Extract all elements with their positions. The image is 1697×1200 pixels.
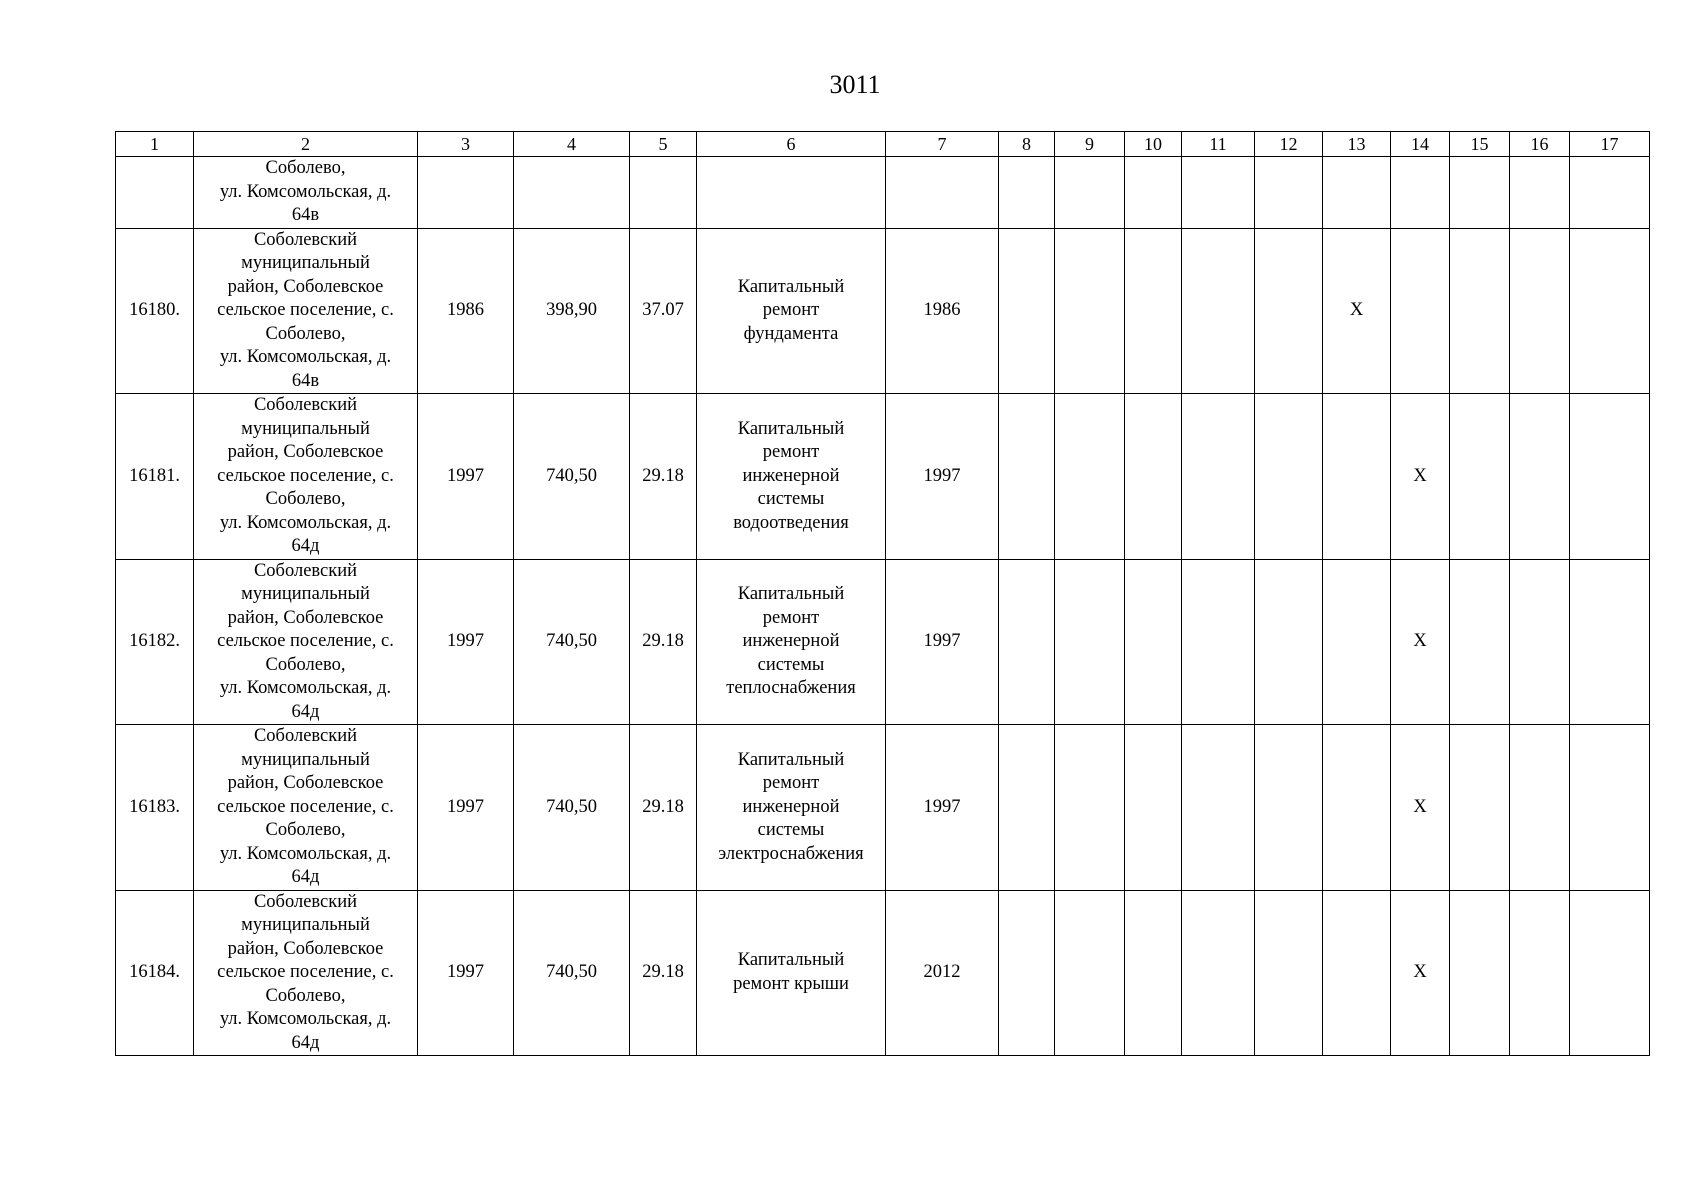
area-cell [514,228,630,394]
wear-cell [630,228,697,394]
wear-cell-text: 29.18 [642,631,684,651]
mark-cell-col-17 [1570,890,1650,1056]
table-row [116,890,1650,1056]
last-repair-year-cell [886,228,999,394]
mark-cell-col-14: X [1391,725,1450,891]
last-repair-year-cell [886,890,999,1056]
last-repair-year-cell-text: 1997 [923,465,961,486]
table-row [116,725,1650,891]
wear-cell [630,725,697,891]
build-year-cell [418,890,514,1056]
mark-cell-col-16 [1510,725,1570,891]
mark-cell-col-13 [1323,725,1391,891]
wear-cell-text: 29.18 [642,962,684,982]
mark-cell-col-12 [1255,228,1323,394]
mark-cell-col-10 [1125,725,1182,891]
mark-cell-col-9 [1055,725,1125,891]
area-cell-text: 740,50 [546,796,597,817]
mark-cell-col-8 [999,394,1055,560]
row-number-cell [116,725,194,891]
cell-col-8 [999,157,1055,229]
table-row [116,228,1650,394]
mark-cell-col-15 [1450,725,1510,891]
mark-cell-col-9 [1055,394,1125,560]
table-row [116,559,1650,725]
area-cell-text: 740,50 [546,631,597,651]
mark-cell-col-11 [1182,559,1255,725]
mark-cell-col-13 [1323,559,1391,725]
last-repair-year-cell [886,394,999,560]
mark-cell-col-14: X [1391,394,1450,560]
column-header-15: 15 [1450,132,1510,157]
mark-cell-col-12 [1255,890,1323,1056]
work-type-cell [697,890,886,1056]
work-type-cell-text: Капитальный ремонт крыши [733,950,849,994]
row-number-cell-text: 16182. [129,631,180,651]
wear-cell-text: 37.07 [642,300,684,320]
cell-col-12 [1255,157,1323,229]
address-cell-text: Соболевский муниципальный район, Соболевское сельское поселение, с. Соболево, ул. Комсомольская, д. 64в [217,229,394,391]
mark-cell-col-16 [1510,890,1570,1056]
mark-cell-col-8 [999,725,1055,891]
area-cell [514,559,630,725]
build-year-cell-text: 1986 [447,300,484,320]
column-header-12: 12 [1255,132,1323,157]
mark-cell-col-16 [1510,228,1570,394]
cell-col-14 [1391,157,1450,229]
column-header-16: 16 [1510,132,1570,157]
mark-cell-col-17 [1570,228,1650,394]
wear-cell-text: 29.18 [642,796,684,817]
mark-cell-col-17 [1570,725,1650,891]
column-header-6: 6 [697,132,886,157]
column-header-2: 2 [194,132,418,157]
cell-col-16 [1510,157,1570,229]
row-number-cell [116,890,194,1056]
mark-cell-col-9 [1055,890,1125,1056]
cell-col-4 [514,157,630,229]
mark-cell-col-12 [1255,394,1323,560]
address-cell-text: Соболевский муниципальный район, Соболевское сельское поселение, с. Соболево, ул. Комсомольская, д. 64д [217,395,394,556]
last-repair-year-cell [886,559,999,725]
row-number-cell-text: 16184. [129,962,180,982]
row-number-cell [116,394,194,560]
mark-cell-col-10 [1125,228,1182,394]
mark-cell-col-14: X [1391,890,1450,1056]
area-cell-text: 740,50 [546,962,597,982]
mark-cell-col-14 [1391,228,1450,394]
build-year-cell-text: 1997 [447,962,484,982]
cell-col-11 [1182,157,1255,229]
row-number-cell-text: 16183. [129,796,180,817]
build-year-cell [418,228,514,394]
wear-cell-text: 29.18 [642,465,684,486]
mark-cell-col-10 [1125,559,1182,725]
mark-cell-col-8 [999,559,1055,725]
cell-col-7 [886,157,999,229]
row-number-cell-text: 16181. [129,465,180,486]
work-type-cell-text: Капитальный ремонт инженерной системы теплоснабжения [726,584,856,698]
address-cell [194,890,418,1056]
work-type-cell [697,559,886,725]
address-cell-text: Соболевский муниципальный район, Соболевское сельское поселение, с. Соболево, ул. Комсомольская, д. 64д [217,891,394,1053]
mark-cell-col-9 [1055,559,1125,725]
row-number-cell [116,559,194,725]
build-year-cell [418,559,514,725]
address-cell-text: Соболевский муниципальный район, Соболевское сельское поселение, с. Соболево, ул. Комсомольская, д. 64д [217,726,394,887]
mark-cell-col-15 [1450,228,1510,394]
work-type-cell-text: Капитальный ремонт инженерной системы водоотведения [733,418,849,533]
cell-col-15 [1450,157,1510,229]
column-header-7: 7 [886,132,999,157]
mark-cell-col-11 [1182,725,1255,891]
build-year-cell-text: 1997 [447,465,484,486]
mark-cell-col-13: X [1323,228,1391,394]
wear-cell [630,559,697,725]
area-cell-text: 398,90 [546,300,597,320]
cell-col-6 [697,157,886,229]
mark-cell-col-11 [1182,890,1255,1056]
mark-cell-col-13 [1323,394,1391,560]
column-header-10: 10 [1125,132,1182,157]
mark-cell-col-14: X [1391,559,1450,725]
mark-cell-col-8 [999,890,1055,1056]
work-type-cell-text: Капитальный ремонт фундамента [737,276,845,344]
address-cell [194,559,418,725]
last-repair-year-cell-text: 2012 [923,962,961,982]
address-cell [194,228,418,394]
column-header-4: 4 [514,132,630,157]
mark-cell-col-8 [999,228,1055,394]
wear-cell [630,394,697,560]
data-table [115,131,1650,1056]
cell-col-10 [1125,157,1182,229]
build-year-cell [418,725,514,891]
column-header-11: 11 [1182,132,1255,157]
mark-cell-col-10 [1125,394,1182,560]
address-cell [194,725,418,891]
table-row-continued [116,157,1650,229]
cell-col-17 [1570,157,1650,229]
header-row [116,132,1650,157]
work-type-cell-text: Капитальный ремонт инженерной системы электроснабжения [718,749,864,864]
address-cell-text: Соболевский муниципальный район, Соболевское сельское поселение, с. Соболево, ул. Комсомольская, д. 64д [217,560,394,722]
column-header-14: 14 [1391,132,1450,157]
mark-cell-col-10 [1125,890,1182,1056]
build-year-cell [418,394,514,560]
work-type-cell [697,228,886,394]
row-number-cell [116,228,194,394]
row-number-cell-text: 16180. [129,300,180,320]
mark-cell-col-9 [1055,228,1125,394]
mark-cell-col-11 [1182,228,1255,394]
address-cell-text: Соболево, ул. Комсомольская, д. 64в [219,158,392,225]
last-repair-year-cell-text: 1997 [923,796,961,817]
cell-col-2 [194,157,418,229]
column-header-5: 5 [630,132,697,157]
wear-cell [630,890,697,1056]
area-cell [514,890,630,1056]
mark-cell-col-13 [1323,890,1391,1056]
cell-col-9 [1055,157,1125,229]
table-body [116,157,1650,1056]
area-cell [514,725,630,891]
mark-cell-col-15 [1450,890,1510,1056]
last-repair-year-cell [886,725,999,891]
mark-cell-col-16 [1510,559,1570,725]
column-header-17: 17 [1570,132,1650,157]
column-header-3: 3 [418,132,514,157]
column-header-13: 13 [1323,132,1391,157]
build-year-cell-text: 1997 [447,631,484,651]
last-repair-year-cell-text: 1986 [923,300,961,320]
column-header-1: 1 [116,132,194,157]
table-header [116,132,1650,157]
column-header-8: 8 [999,132,1055,157]
build-year-cell-text: 1997 [447,796,484,817]
area-cell [514,394,630,560]
work-type-cell [697,725,886,891]
last-repair-year-cell-text: 1997 [923,631,961,651]
mark-cell-col-12 [1255,725,1323,891]
work-type-cell [697,394,886,560]
cell-col-1 [116,157,194,229]
mark-cell-col-15 [1450,559,1510,725]
table-row [116,394,1650,560]
mark-cell-col-11 [1182,394,1255,560]
cell-col-5 [630,157,697,229]
mark-cell-col-17 [1570,559,1650,725]
mark-cell-col-12 [1255,559,1323,725]
column-header-9: 9 [1055,132,1125,157]
mark-cell-col-15 [1450,394,1510,560]
address-cell [194,394,418,560]
mark-cell-col-16 [1510,394,1570,560]
cell-col-3 [418,157,514,229]
mark-cell-col-17 [1570,394,1650,560]
area-cell-text: 740,50 [546,465,597,486]
page-number: 3011 [829,70,881,99]
cell-col-13 [1323,157,1391,229]
